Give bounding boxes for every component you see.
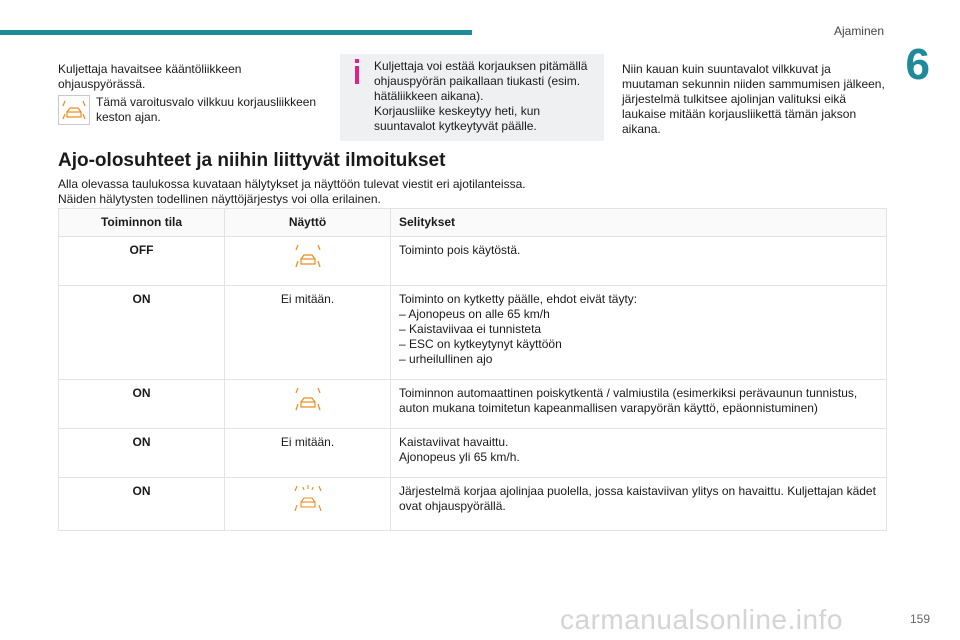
table-header: Näyttö [225, 209, 391, 237]
list-item: – Ajonopeus on alle 65 km/h [399, 307, 878, 322]
column-1 [58, 62, 328, 125]
explanation-cell: Järjestelmä korjaa ajolinjaa puolella, jossa kaistaviivan ylitys on havaittu. Kuljettajan kädet ovat ohjauspyörällä. [391, 478, 887, 531]
table-row [59, 380, 887, 429]
display-cell: Ei mitään. [225, 429, 391, 478]
col1-text: Kuljettaja havaitsee kääntöliikkeen ohjauspyörässä. [58, 62, 242, 91]
state-cell: OFF [59, 237, 225, 286]
display-cell [225, 478, 391, 531]
watermark: carmanualsonline.info [560, 604, 843, 635]
table-row [59, 478, 887, 531]
section-title: Ajo-olosuhteet ja niihin liittyvät ilmoitukset [58, 150, 446, 171]
status-table [58, 208, 887, 531]
lane-assist-active-icon [291, 484, 325, 518]
explanation-text: Ajonopeus yli 65 km/h. [399, 450, 520, 464]
warning-row [58, 95, 328, 125]
table-header: Selitykset [391, 209, 887, 237]
display-cell: Ei mitään. [225, 286, 391, 380]
state-cell: ON [59, 478, 225, 531]
condition-list [399, 307, 878, 367]
display-cell [225, 380, 391, 429]
explanation-cell: Toiminnon automaattinen poiskytkentä / valmiustila (esimerkiksi perävaunun tunnistus, auton mukana toimitetun kapeanmallisen varapyörän käyttö, epäonnistuminen) [391, 380, 887, 429]
col3-text: Niin kauan kuin suuntavalot vilkkuvat ja muutaman sekunnin niiden sammumisen jälkeen, järjestelmä tulkitsee ajolinjan valituksi eikä laukaise mitään korjausliikettä tämän jakson aikana. [622, 62, 885, 136]
lane-assist-standby-icon [293, 386, 323, 416]
state-cell: ON [59, 286, 225, 380]
page-number: 159 [909, 612, 930, 626]
list-item: – Kaistaviivaa ei tunnisteta [399, 322, 878, 337]
column-3 [622, 62, 890, 137]
explanation-text: Toiminto on kytketty päälle, ehdot eivät täyty: [399, 292, 638, 306]
header-accent-bar [0, 30, 472, 35]
info-text-2: Korjausliike keskeytyy heti, kun suuntavalot kytkeytyvät päälle. [374, 104, 541, 133]
section-intro [58, 177, 888, 207]
table-row [59, 429, 887, 478]
state-cell: ON [59, 429, 225, 478]
info-icon [348, 59, 366, 85]
section-header-title: Ajaminen [833, 24, 884, 38]
list-item: – ESC on kytkeytynyt käyttöön [399, 337, 878, 352]
warning-text: Tämä varoitusvalo vilkkuu korjausliikkeen keston ajan. [96, 95, 317, 124]
table-row [59, 286, 887, 380]
info-text-1: Kuljettaja voi estää korjauksen pitämällä ohjauspyörän paikallaan tiukasti (esim. hätäliikkeen aikana). [374, 59, 588, 103]
table-row [59, 237, 887, 286]
intro-line-1: Alla olevassa taulukossa kuvataan hälytykset ja näyttöön tulevat viestit eri ajotilanteissa. [58, 177, 526, 191]
state-cell: ON [59, 380, 225, 429]
table-header-row [59, 209, 887, 237]
explanation-cell: Toiminto pois käytöstä. [391, 237, 887, 286]
explanation-cell [391, 286, 887, 380]
table-header: Toiminnon tila [59, 209, 225, 237]
explanation-text: Kaistaviivat havaittu. [399, 435, 509, 449]
info-box [340, 54, 604, 141]
lane-assist-warning-icon [58, 95, 90, 125]
display-cell [225, 237, 391, 286]
explanation-cell [391, 429, 887, 478]
list-item: – urheilullinen ajo [399, 352, 878, 367]
intro-line-2: Näiden hälytysten todellinen näyttöjärjestys voi olla erilainen. [58, 192, 381, 206]
chapter-number: 6 [905, 40, 930, 89]
lane-assist-off-icon [293, 243, 323, 273]
